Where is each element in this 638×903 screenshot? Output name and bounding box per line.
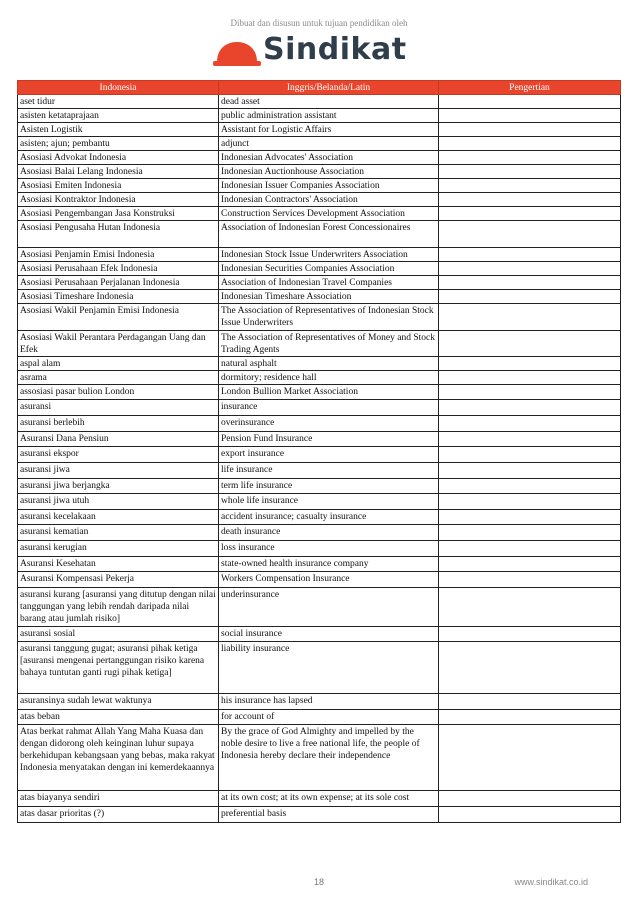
term-indonesia: Asuransi Kesehatan — [18, 557, 219, 572]
term-indonesia: asuransi — [18, 400, 219, 416]
term-indonesia: asisten; ajun; pembantu — [18, 137, 219, 151]
term-indonesia: asuransi ekspor — [18, 447, 219, 463]
term-english: for account of — [219, 710, 439, 725]
term-indonesia: asuransi kerugian — [18, 541, 219, 557]
table-row — [18, 137, 621, 151]
table-row — [18, 479, 621, 494]
term-indonesia: Asosiasi Advokat Indonesia — [18, 151, 219, 165]
term-definition — [439, 627, 621, 642]
term-definition — [439, 557, 621, 572]
table-row — [18, 151, 621, 165]
table-row — [18, 385, 621, 400]
term-english: insurance — [219, 400, 439, 416]
table-row — [18, 525, 621, 541]
table-row — [18, 179, 621, 193]
term-english: Indonesian Advocates' Association — [219, 151, 439, 165]
table-row — [18, 276, 621, 290]
term-definition — [439, 331, 621, 357]
term-english: Indonesian Issuer Companies Association — [219, 179, 439, 193]
term-indonesia: assosiasi pasar bulion London — [18, 385, 219, 400]
term-definition — [439, 510, 621, 525]
term-indonesia: Asuransi Kompensasi Pekerja — [18, 572, 219, 588]
term-indonesia: Asosiasi Penjamin Emisi Indonesia — [18, 248, 219, 262]
term-indonesia: Asuransi Dana Pensiun — [18, 432, 219, 447]
page-number: 18 — [313, 877, 324, 887]
table-row — [18, 588, 621, 627]
table-row — [18, 541, 621, 557]
table-row — [18, 290, 621, 304]
term-english: Indonesian Auctionhouse Association — [219, 165, 439, 179]
term-english: liability insurance — [219, 642, 439, 694]
table-row — [18, 572, 621, 588]
term-definition — [439, 290, 621, 304]
term-english: loss insurance — [219, 541, 439, 557]
term-indonesia: asuransinya sudah lewat waktunya — [18, 694, 219, 710]
table-row — [18, 357, 621, 371]
term-definition — [439, 179, 621, 193]
table-row — [18, 207, 621, 221]
glossary-table — [17, 80, 621, 823]
term-definition — [439, 304, 621, 331]
term-indonesia: Asosiasi Wakil Perantara Perdagangan Uang dan Efek — [18, 331, 219, 357]
table-row — [18, 123, 621, 137]
column-header-definition: Pengertian — [439, 81, 621, 95]
term-definition — [439, 479, 621, 494]
term-english: social insurance — [219, 627, 439, 642]
column-header-indonesia: Indonesia — [18, 81, 219, 95]
column-header-english: Inggris/Belanda/Latin — [219, 81, 439, 95]
sindikat-logo — [213, 34, 428, 70]
table-row — [18, 694, 621, 710]
logo-text: Sindikat — [263, 32, 407, 67]
table-row — [18, 791, 621, 807]
term-english: The Association of Representatives of Money and Stock Trading Agents — [219, 331, 439, 357]
term-definition — [439, 642, 621, 694]
term-definition — [439, 123, 621, 137]
term-english: whole life insurance — [219, 494, 439, 510]
term-english: Association of Indonesian Travel Companies — [219, 276, 439, 290]
term-english: Association of Indonesian Forest Concessionaires — [219, 221, 439, 248]
table-row — [18, 304, 621, 331]
table-row — [18, 165, 621, 179]
term-definition — [439, 791, 621, 807]
term-english: Indonesian Timeshare Association — [219, 290, 439, 304]
term-indonesia: Atas berkat rahmat Allah Yang Maha Kuasa dan dengan didorong oleh keinginan luhur supaya berkehidupan kebangsaan yang bebas, maka rakyat Indonesia menyatakan dengan ini kemerdekaannya — [18, 725, 219, 791]
term-indonesia: aset tidur — [18, 95, 219, 109]
term-definition — [439, 165, 621, 179]
term-definition — [439, 588, 621, 627]
term-english: state-owned health insurance company — [219, 557, 439, 572]
term-indonesia: Asosiasi Perusahaan Efek Indonesia — [18, 262, 219, 276]
term-definition — [439, 221, 621, 248]
term-english: The Association of Representatives of Indonesian Stock Issue Underwriters — [219, 304, 439, 331]
term-definition — [439, 710, 621, 725]
table-row — [18, 725, 621, 791]
table-row — [18, 248, 621, 262]
term-indonesia: asuransi jiwa — [18, 463, 219, 479]
table-row — [18, 710, 621, 725]
term-definition — [439, 694, 621, 710]
term-definition — [439, 807, 621, 823]
term-english: Indonesian Securities Companies Association — [219, 262, 439, 276]
term-definition — [439, 541, 621, 557]
term-english: overinsurance — [219, 416, 439, 432]
term-definition — [439, 725, 621, 791]
table-row — [18, 463, 621, 479]
term-definition — [439, 109, 621, 123]
term-english: public administration assistant — [219, 109, 439, 123]
term-definition — [439, 207, 621, 221]
footer-url: www.sindikat.co.id — [514, 877, 588, 887]
term-definition — [439, 385, 621, 400]
term-definition — [439, 371, 621, 385]
term-english: Indonesian Contractors' Association — [219, 193, 439, 207]
term-indonesia: aspal alam — [18, 357, 219, 371]
term-definition — [439, 525, 621, 541]
term-indonesia: Asosiasi Pengembangan Jasa Konstruksi — [18, 207, 219, 221]
term-indonesia: asisten ketataprajaan — [18, 109, 219, 123]
term-definition — [439, 463, 621, 479]
table-row — [18, 221, 621, 248]
term-english: By the grace of God Almighty and impelled by the noble desire to live a free national life, the people of Indonesia hereby declare their independence — [219, 725, 439, 791]
term-english: preferential basis — [219, 807, 439, 823]
term-english: London Bullion Market Association — [219, 385, 439, 400]
term-english: Pension Fund Insurance — [219, 432, 439, 447]
table-row — [18, 627, 621, 642]
table-row — [18, 193, 621, 207]
header-tagline: Dibuat dan disusun untuk tujuan pendidikan oleh — [230, 18, 408, 28]
term-english: death insurance — [219, 525, 439, 541]
term-english: at its own cost; at its own expense; at its sole cost — [219, 791, 439, 807]
term-definition — [439, 400, 621, 416]
table-row — [18, 371, 621, 385]
term-english: dormitory; residence hall — [219, 371, 439, 385]
table-row — [18, 331, 621, 357]
term-english: Workers Compensation Insurance — [219, 572, 439, 588]
term-english: life insurance — [219, 463, 439, 479]
term-definition — [439, 494, 621, 510]
table-row — [18, 109, 621, 123]
table-row — [18, 807, 621, 823]
term-indonesia: asuransi sosial — [18, 627, 219, 642]
term-english: natural asphalt — [219, 357, 439, 371]
term-indonesia: Asosiasi Balai Lelang Indonesia — [18, 165, 219, 179]
term-indonesia: atas beban — [18, 710, 219, 725]
table-row — [18, 557, 621, 572]
term-indonesia: Asosiasi Emiten Indonesia — [18, 179, 219, 193]
term-english: accident insurance; casualty insurance — [219, 510, 439, 525]
term-definition — [439, 357, 621, 371]
table-row — [18, 642, 621, 694]
term-english: adjunct — [219, 137, 439, 151]
term-english: dead asset — [219, 95, 439, 109]
term-indonesia: Asisten Logistik — [18, 123, 219, 137]
term-definition — [439, 276, 621, 290]
term-indonesia: Asosiasi Pengusaha Hutan Indonesia — [18, 221, 219, 248]
table-row — [18, 95, 621, 109]
term-indonesia: asuransi jiwa utuh — [18, 494, 219, 510]
term-definition — [439, 193, 621, 207]
term-definition — [439, 262, 621, 276]
term-indonesia: atas biayanya sendiri — [18, 791, 219, 807]
term-indonesia: asuransi kecelakaan — [18, 510, 219, 525]
term-indonesia: atas dasar prioritas (?) — [18, 807, 219, 823]
table-row — [18, 432, 621, 447]
table-row — [18, 494, 621, 510]
table-row — [18, 447, 621, 463]
term-definition — [439, 95, 621, 109]
helmet-icon — [213, 38, 261, 70]
term-indonesia: asrama — [18, 371, 219, 385]
term-english: term life insurance — [219, 479, 439, 494]
term-indonesia: Asosiasi Timeshare Indonesia — [18, 290, 219, 304]
term-english: Assistant for Logistic Affairs — [219, 123, 439, 137]
term-english: Indonesian Stock Issue Underwriters Association — [219, 248, 439, 262]
term-definition — [439, 151, 621, 165]
term-english: his insurance has lapsed — [219, 694, 439, 710]
term-indonesia: Asosiasi Perusahaan Perjalanan Indonesia — [18, 276, 219, 290]
term-indonesia: asuransi kematian — [18, 525, 219, 541]
table-header-row — [18, 81, 621, 95]
term-definition — [439, 432, 621, 447]
table-row — [18, 262, 621, 276]
term-definition — [439, 137, 621, 151]
term-indonesia: asuransi berlebih — [18, 416, 219, 432]
term-indonesia: asuransi jiwa berjangka — [18, 479, 219, 494]
term-english: Construction Services Development Association — [219, 207, 439, 221]
table-row — [18, 400, 621, 416]
term-indonesia: asuransi tanggung gugat; asuransi pihak ketiga [asuransi mengenai pertanggungan risiko karena bahaya tuntutan ganti rugi pihak ketiga] — [18, 642, 219, 694]
term-definition — [439, 416, 621, 432]
term-definition — [439, 447, 621, 463]
table-row — [18, 510, 621, 525]
term-english: export insurance — [219, 447, 439, 463]
term-indonesia: Asosiasi Wakil Penjamin Emisi Indonesia — [18, 304, 219, 331]
table-row — [18, 416, 621, 432]
term-definition — [439, 248, 621, 262]
term-indonesia: Asosiasi Kontraktor Indonesia — [18, 193, 219, 207]
term-english: underinsurance — [219, 588, 439, 627]
term-definition — [439, 572, 621, 588]
term-indonesia: asuransi kurang [asuransi yang ditutup dengan nilai tanggungan yang lebih rendah daripada nilai barang atau jumlah risiko] — [18, 588, 219, 627]
